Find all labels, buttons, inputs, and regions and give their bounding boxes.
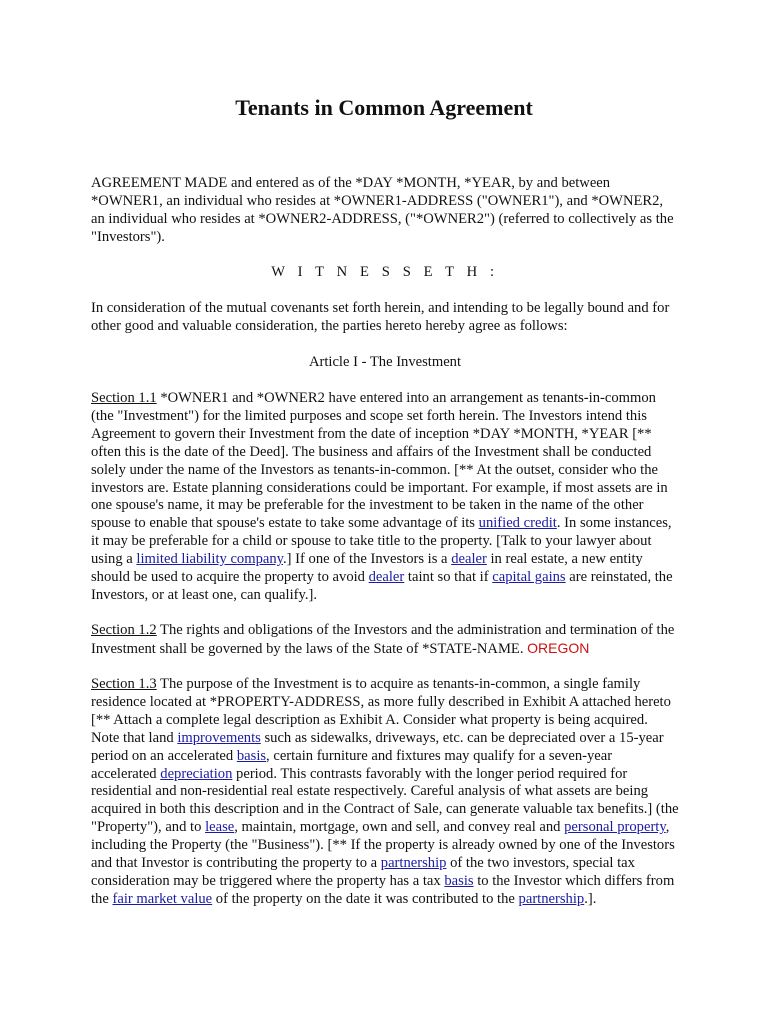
text: . In some instances, it may be preferable for a child or spouse to take title to the property. [Talk to your lawyer about using a <box>91 515 672 568</box>
link-basis-2[interactable]: basis <box>444 872 474 889</box>
link-fair-market-value[interactable]: fair market value <box>112 890 213 907</box>
text: taint so that if <box>404 569 493 586</box>
text: such as sidewalks, driveways, etc. can be depreciated over a 15-year period on an accelerated <box>91 729 664 764</box>
link-depreciation[interactable]: depreciation <box>160 765 233 782</box>
link-lease[interactable]: lease <box>205 819 235 836</box>
state-value: OREGON <box>527 639 590 656</box>
text: are reinstated, the Investors, or at least one, can qualify.]. <box>91 569 673 603</box>
link-improvements[interactable]: improvements <box>177 729 261 746</box>
text: , including the Property (the "Business"). [** If the property is already owned by one of the Investors and that Investor is contributing the property to a <box>91 819 675 872</box>
text: of the property on the date it was contributed to the <box>212 890 519 907</box>
text: , certain furniture and fixtures may qualify for a seven-year accelerated <box>91 747 613 782</box>
link-personal-property[interactable]: personal property <box>564 819 666 836</box>
section-1-3-paragraph <box>91 676 679 909</box>
section-label: Section 1.1 <box>91 390 157 406</box>
section-label: Section 1.2 <box>91 622 157 638</box>
link-limited-liability-company[interactable]: limited liability company <box>136 551 283 568</box>
link-unified-credit[interactable]: unified credit <box>478 515 557 532</box>
witnesseth-heading: W I T N E S S E T H : <box>271 264 499 280</box>
text: .] If one of the Investors is a <box>283 551 452 568</box>
article-heading: Article I - The Investment <box>308 354 462 370</box>
text: The purpose of the Investment is to acquire as tenants-in-common, a single family residence located at *PROPERTY-ADDRESS, as more fully described in Exhibit A attached hereto [** Attach a complete legal description as Exhibit A. Consider what property is being acquired. Note that land <box>91 676 671 746</box>
text: of the two investors, special tax consideration may be triggered where the property has a tax <box>91 855 635 889</box>
text: period. This contrasts favorably with the longer period required for residential and non-residential real estate respectively. Careful analysis of what assets are being acquired in both this description and in the Contract of Sale, can generate valuable tax benefits.] (the "Property"), and to <box>91 765 679 836</box>
section-1-1-paragraph <box>91 390 679 605</box>
text: *OWNER1 and *OWNER2 have entered into an arrangement as tenants-in-common (the "Investment") for the limited purposes and scope set forth herein. The Investors intend this Agreement to govern their Investment from the date of inception *DAY *MONTH, *YEAR [** often this is the date of the Deed]. The business and affairs of the Investment shall be conducted solely under the name of the Investors as tenants-in-common. [** At the outset, consider who the investors are. Estate planning considerations could be important. For example, if most assets are in one spouse's name, it may be preferable for the investment to be taken in the name of the other spouse to enable that spouse's estate to take some advantage of its <box>91 390 668 532</box>
link-dealer[interactable]: dealer <box>451 551 487 568</box>
link-partnership-2[interactable]: partnership <box>518 890 585 907</box>
intro-paragraph: AGREEMENT MADE and entered as of the *DAY *MONTH, *YEAR, by and between *OWNER1, an individual who resides at *OWNER1-ADDRESS ("OWNER1"), and *OWNER2, an individual who resides at *OWNER2-ADDRESS, ("*OWNER2") (referred to collectively as the "Investors"). <box>91 175 674 245</box>
text: in real estate, a new entity should be used to acquire the property to avoid <box>91 551 643 586</box>
section-label: Section 1.3 <box>91 676 157 692</box>
consideration-paragraph: In consideration of the mutual covenants set forth herein, and intending to be legally bound and for other good and valuable consideration, the parties hereto hereby agree as follows: <box>91 300 670 334</box>
document-title: Tenants in Common Agreement <box>235 95 533 120</box>
text: The rights and obligations of the Investors and the administration and termination of the Investment shall be governed by the laws of the State of *STATE-NAME. <box>91 622 675 657</box>
link-basis[interactable]: basis <box>236 747 267 764</box>
text: , maintain, mortgage, own and sell, and convey real and <box>234 819 565 836</box>
link-partnership[interactable]: partnership <box>380 855 447 872</box>
section-1-2-paragraph <box>91 622 679 659</box>
link-capital-gains[interactable]: capital gains <box>492 569 566 586</box>
link-dealer-2[interactable]: dealer <box>368 569 405 586</box>
text: to the Investor which differs from the <box>91 872 675 907</box>
text: .]. <box>584 890 597 907</box>
